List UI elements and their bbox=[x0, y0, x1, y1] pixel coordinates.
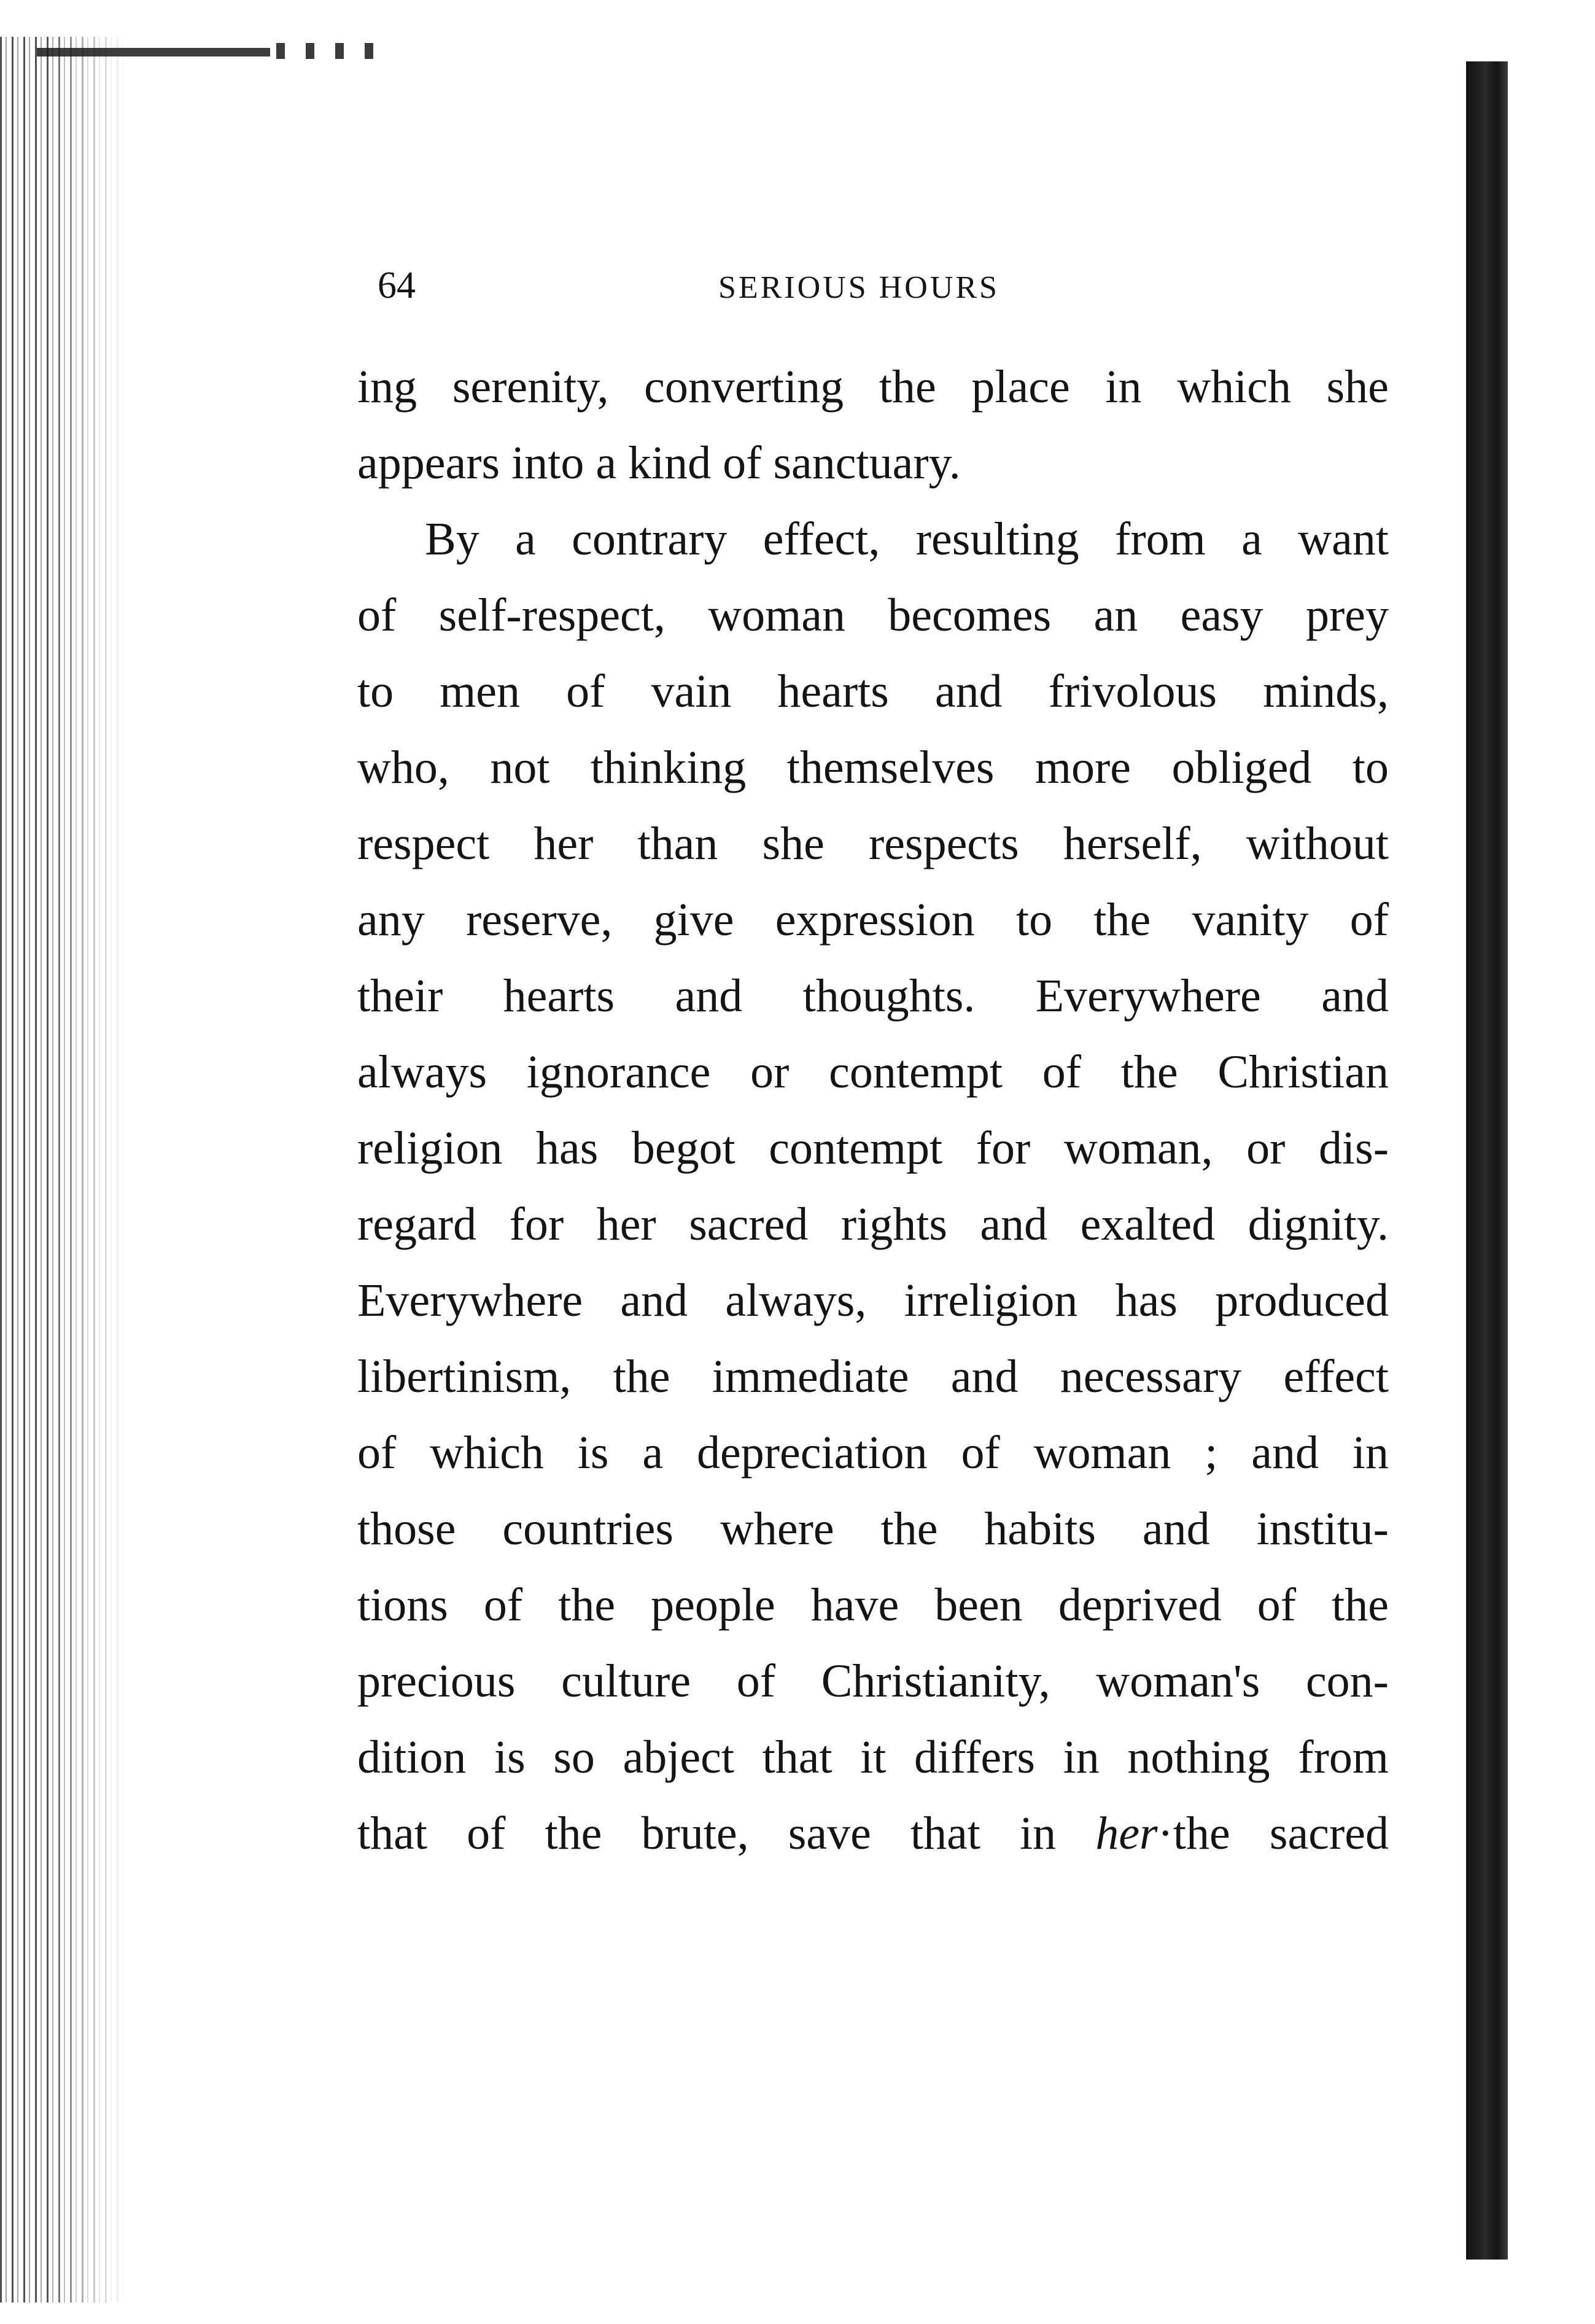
text-line: respect her than she respects herself, without bbox=[357, 818, 1389, 869]
running-head: SERIOUS HOURS bbox=[718, 270, 999, 305]
body-text bbox=[357, 349, 1389, 1871]
text-line: those countries where the habits and institu- bbox=[357, 1503, 1389, 1555]
text-line: dition is so abject that it differs in nothing from bbox=[357, 1731, 1389, 1783]
scan-top-marks bbox=[276, 43, 393, 59]
text-line: to men of vain hearts and frivolous minds, bbox=[357, 666, 1389, 717]
text-line: who, not thinking themselves more obliged to bbox=[357, 742, 1389, 793]
scan-binding-edge bbox=[0, 37, 129, 2303]
text-fragment: that of the brute, save that in bbox=[357, 1808, 1057, 1859]
text-line: religion has begot contempt for woman, or dis- bbox=[357, 1122, 1389, 1174]
italic-word: her bbox=[1095, 1808, 1158, 1859]
text-line: tions of the people have been deprived of the bbox=[357, 1579, 1389, 1631]
text-line: always ignorance or contempt of the Christian bbox=[357, 1046, 1389, 1098]
text-line: Everywhere and always, irreligion has produced bbox=[357, 1275, 1389, 1326]
text-line: libertinism, the immediate and necessary effect bbox=[357, 1351, 1389, 1402]
text-line: By a contrary effect, resulting from a want bbox=[425, 513, 1389, 565]
text-line-final bbox=[357, 1795, 1389, 1871]
text-fragment: ·the sacred bbox=[1157, 1808, 1389, 1859]
text-line: their hearts and thoughts. Everywhere and bbox=[357, 970, 1389, 1022]
text-line: ing serenity, converting the place in which she bbox=[357, 361, 1389, 413]
page-header bbox=[378, 258, 1415, 313]
text-line: any reserve, give expression to the vanity of bbox=[357, 894, 1389, 946]
page-number: 64 bbox=[378, 265, 416, 306]
scan-top-rule bbox=[37, 48, 270, 56]
text-line: of self-respect, woman becomes an easy prey bbox=[357, 589, 1389, 641]
text-line: precious culture of Christianity, woman's con- bbox=[357, 1655, 1389, 1707]
scan-page-edge bbox=[1466, 61, 1508, 2260]
text-line: regard for her sacred rights and exalted dignity. bbox=[357, 1199, 1389, 1250]
text-line: of which is a depreciation of woman ; and in bbox=[357, 1427, 1389, 1479]
text-line: appears into a kind of sanctuary. bbox=[357, 437, 961, 489]
